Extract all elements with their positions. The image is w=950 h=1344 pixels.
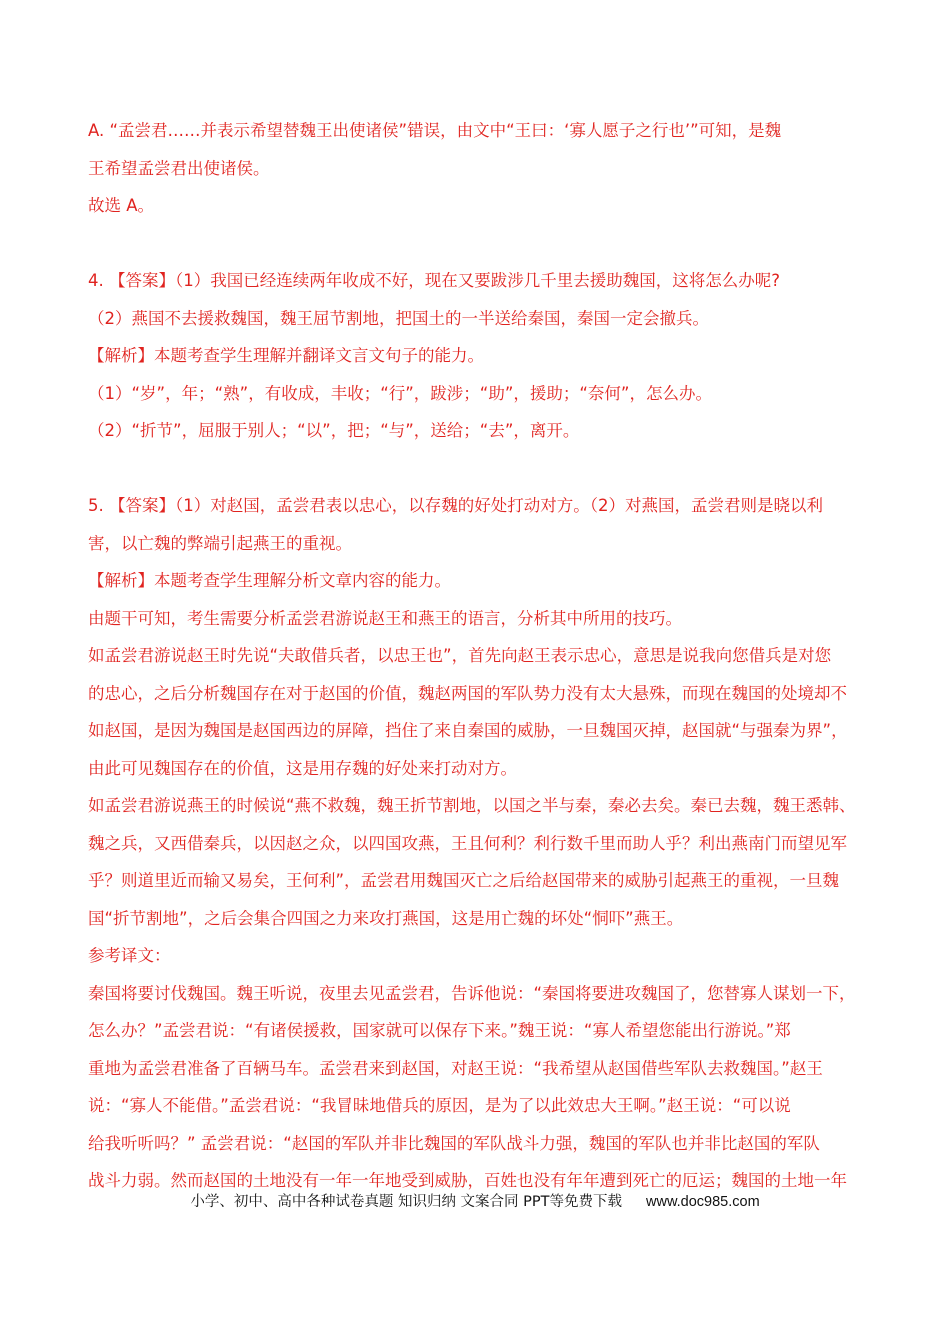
text-line: 如孟尝君游说赵王时先说“夫敢借兵者，以忠王也”，首先向赵王表示忠心，意思是说我向您借兵是对您 [88,646,832,665]
text-line: 王希望孟尝君出使诸侯。 [88,158,270,178]
text-line: 怎么办？”孟尝君说：“有诸侯援救，国家就可以保存下来。”魏王说：“寡人希望您能出行游说。”郑 [88,1021,791,1040]
text-line: 战斗力弱。然而赵国的土地没有一年一年地受到威胁，百姓也没有年年遭到死亡的厄运；魏国的土地一年 [88,1171,847,1190]
text-line: 由此可见魏国存在的价值，这是用存魏的好处来打动对方。 [88,758,517,778]
text-line: 秦国将要讨伐魏国。魏王听说，夜里去见孟尝君，告诉他说：“秦国将要进攻魏国了，您替寡人谋划一下， [88,983,856,1003]
analysis-heading: 【解析】本题考查学生理解并翻译文言文句子的能力。 [88,346,484,365]
text-line: 如赵国，是因为魏国是赵国西边的屏障，挡住了来自秦国的威胁，一旦魏国灭掉，赵国就“与强秦为界”， [88,721,848,740]
footer-text: 小学、初中、高中各种试卷真题 知识归纳 文案合同 PPT等免费下载 [190,1194,623,1210]
paragraph-gap [88,450,868,488]
text-line: 如孟尝君游说燕王的时候说“燕不救魏，魏王折节割地，以国之半与秦，秦必去矣。秦已去魏，魏王悉韩、 [88,796,856,815]
text-line: 故选 A。 [88,196,155,215]
text-line: （2）“折节”，屈服于别人；“以”，把；“与”，送给；“去”，离开。 [88,421,580,440]
document-body [88,112,868,1200]
translation-heading: 参考译文： [88,946,171,965]
analysis-heading: 【解析】本题考查学生理解分析文章内容的能力。 [88,571,451,590]
text-line: 害，以亡魏的弊端引起燕王的重视。 [88,533,352,553]
question-5-answer-line: 5. 【答案】（1）对赵国，孟尝君表以忠心，以存魏的好处打动对方。（2）对燕国，孟尝君则是晓以利 [88,496,823,515]
page-footer [0,1190,950,1211]
text-line: 给我听听吗？” 孟尝君说：“赵国的军队并非比魏国的军队战斗力强，魏国的军队也并非比赵国的军队 [88,1133,820,1153]
text-line: 重地为孟尝君准备了百辆马车。孟尝君来到赵国，对赵王说：“我希望从赵国借些军队去救魏国。”赵王 [88,1058,823,1078]
paragraph-gap [88,225,868,263]
text-line: 由题干可知，考生需要分析孟尝君游说赵王和燕王的语言，分析其中所用的技巧。 [88,608,682,628]
text-line: A. “孟尝君……并表示希望替魏王出使诸侯”错误，由文中“王曰：‘寡人愿子之行也’”可知，是魏 [88,121,782,140]
text-line: 说：“寡人不能借。”孟尝君说：“我冒昧地借兵的原因，是为了以此效忠大王啊。”赵王说：“可以说 [88,1096,791,1115]
text-line: 魏之兵，又西借秦兵，以因赵之众，以四国攻燕，王且何利？利行数千里而助人乎？利出燕南门而望见军 [88,833,847,853]
footer-website-link[interactable]: www.doc985.com [646,1194,760,1210]
section-4-answer [88,262,868,450]
question-4-answer-line: 4. 【答案】（1）我国已经连续两年收成不好，现在又要跋涉几千里去援助魏国，这将怎么办呢? [88,271,780,290]
text-line: 国“折节割地”，之后会集合四国之力来攻打燕国，这是用亡魏的坏处“恫吓”燕王。 [88,908,684,928]
text-line: （2）燕国不去援救魏国，魏王屈节割地，把国土的一半送给秦国，秦国一定会撤兵。 [88,308,709,328]
text-line: 的忠心，之后分析魏国存在对于赵国的价值，魏赵两国的军队势力没有太大悬殊，而现在魏国的处境却不 [88,683,847,703]
section-5-answer [88,487,868,1200]
text-line: （1）“岁”，年；“熟”，有收成，丰收；“行”，跋涉；“助”，援助；“奈何”，怎么办。 [88,383,712,403]
text-line: 乎？则道里近而输又易矣，王何利”，孟尝君用魏国灭亡之后给赵国带来的威胁引起燕王的重视，一旦魏 [88,871,840,890]
section-3-analysis [88,112,868,225]
